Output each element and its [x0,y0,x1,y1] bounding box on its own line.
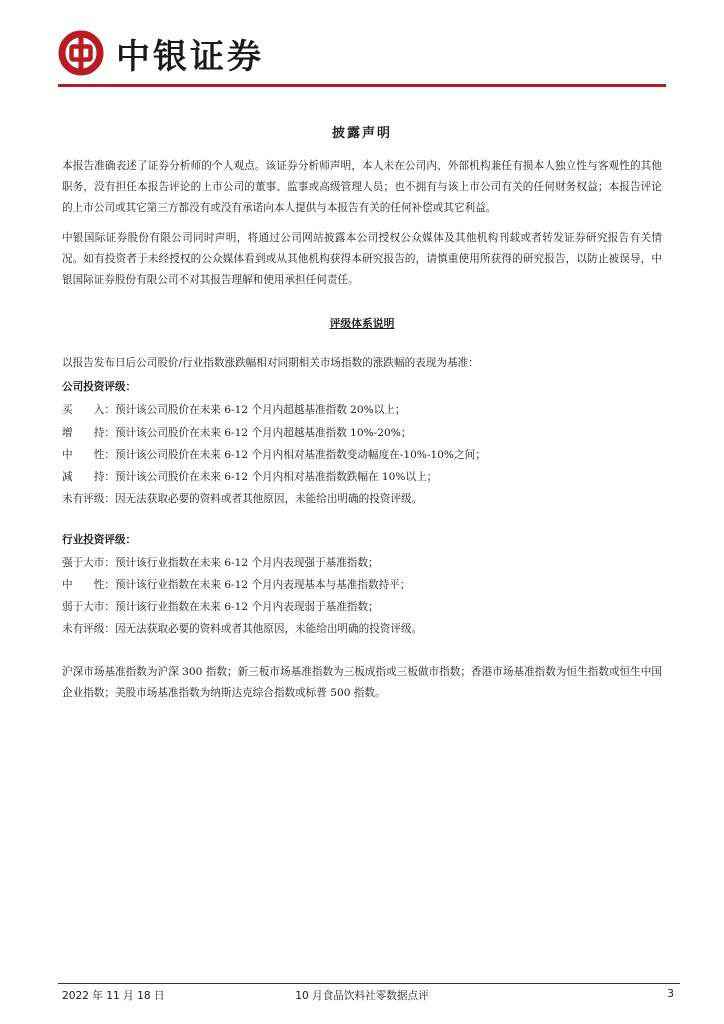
rating-section-title: 评级体系说明 [329,317,395,330]
industry-rating-item: 未有评级：因无法获取必要的资料或者其他原因，未能给出明确的投资评级。 [62,623,423,635]
industry-rating-item: 中 性：预计该行业指数在未来 6-12 个月内表现基本与基准指数持平； [62,579,411,591]
disclosure-title: 披露声明 [331,126,392,141]
industry-rating-heading: 行业投资评级： [62,534,137,546]
industry-rating-item: 弱于大市：预计该行业指数在未来 6-12 个月内表现弱于基准指数； [62,601,379,613]
footer-report-title: 10 月食品饮料社零数据点评 [295,990,429,1002]
company-rating-item: 增 持：预计该公司股价在未来 6-12 个月内超越基准指数 10%-20%； [62,427,412,439]
bank-of-china-logo-icon [58,30,104,76]
disclosure-paragraph-2: 中银国际证券股份有限公司同时声明，将通过公司网站披露本公司授权公众媒体及其他机构刊载或者转发证券研究报告有关情况。如有投资者于未经授权的公众媒体看到或从其他机构获得本研究报告的，请慎重使用所获得的研究报告，以防止被误导，中银国际证券股份有限公司不对其报告理解和使用承担任何责任。 [62,232,662,286]
disclosure-paragraph-1: 本报告准确表述了证券分析师的个人观点。该证券分析师声明，本人未在公司内、外部机构兼任有损本人独立性与客观性的其他职务，没有担任本报告评论的上市公司的董事、监事或高级管理人员；也不拥有与该上市公司有关的任何财务权益；本报告评论的上市公司或其它第三方都没有或没有承诺向本人提供与本报告有关的任何补偿或其它利益。 [62,160,662,214]
company-rating-item: 减 持：预计该公司股价在未来 6-12 个月内相对基准指数跌幅在 10%以上； [62,471,438,483]
company-rating-heading: 公司投资评级： [62,381,137,393]
footer-date: 2022 年 11 月 18 日 [62,990,165,1002]
page-number: 3 [667,988,674,1000]
rating-intro: 以报告发布日后公司股价/行业指数涨跌幅相对同期相关市场指数的涨跌幅的表现为基准： [62,357,479,369]
header [58,28,264,78]
header-divider [58,84,666,87]
company-rating-item: 买 入：预计该公司股价在未来 6-12 个月内超越基准指数 20%以上； [62,404,406,416]
company-rating-item: 中 性：预计该公司股价在未来 6-12 个月内相对基准指数变动幅度在-10%-10%之间； [62,449,486,461]
industry-rating-item: 强于大市：预计该行业指数在未来 6-12 个月内表现强于基准指数； [62,557,379,569]
footer-divider [58,983,680,984]
company-rating-item: 未有评级：因无法获取必要的资料或者其他原因，未能给出明确的投资评级。 [62,493,423,505]
brand-name: 中银证券 [116,36,264,77]
benchmark-note: 沪深市场基准指数为沪深 300 指数；新三板市场基准指数为三板成指或三板做市指数；香港市场基准指数为恒生指数或恒生中国企业指数；美股市场基准指数为纳斯达克综合指数或标普 500 指数。 [62,666,662,699]
